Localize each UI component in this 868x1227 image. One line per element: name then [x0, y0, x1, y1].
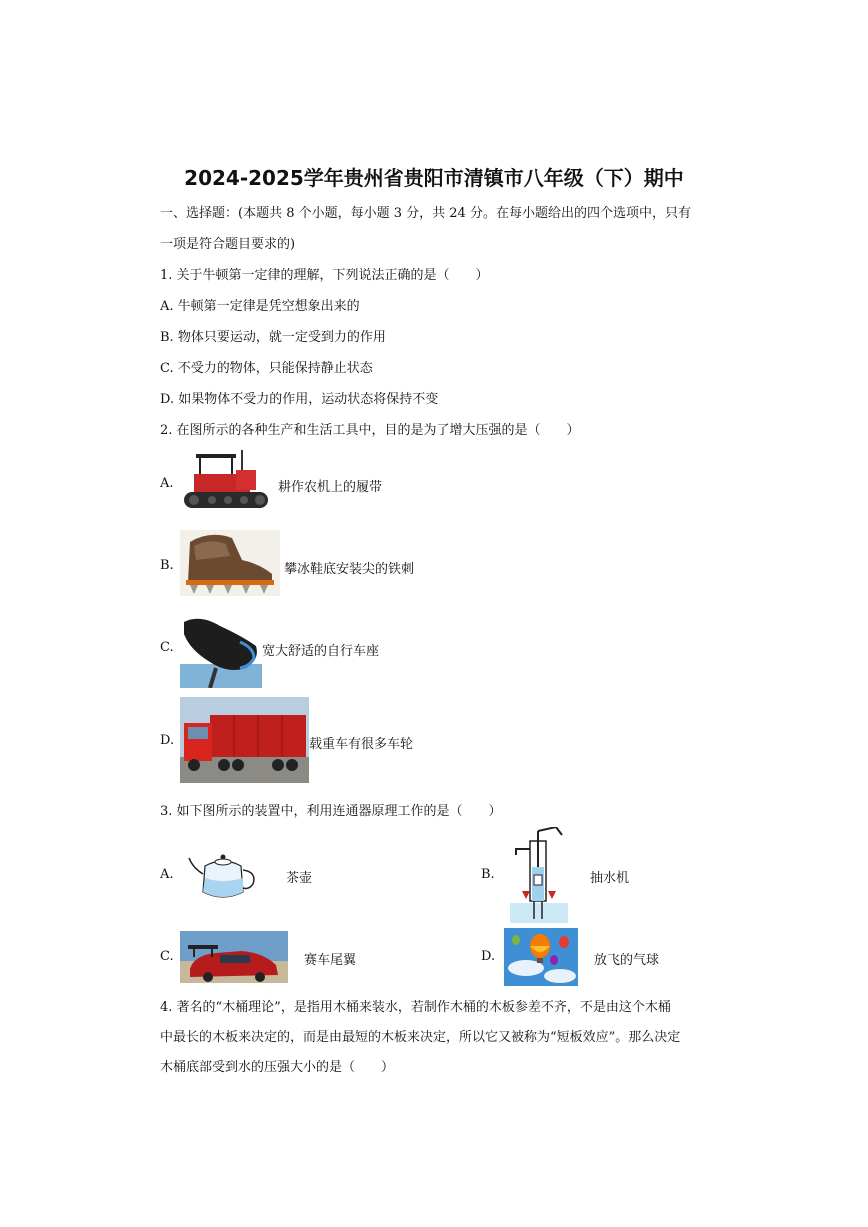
q3-stem: 3. 如下图所示的装置中，利用连通器原理工作的是（ ） [160, 804, 502, 819]
water-pump-image [510, 827, 568, 923]
q3-option-c-text: 赛车尾翼 [304, 953, 357, 968]
q3-option-b-text: 抽水机 [590, 871, 630, 886]
q2-option-c-letter: C. [160, 640, 174, 655]
section-instructions-line2: 一项是符合题目要求的) [160, 237, 296, 252]
hot-air-balloon-image [504, 928, 578, 986]
section-instructions-line1: 一、选择题：(本题共 8 个小题，每小题 3 分，共 24 分。在每小题给出的四个选项中，只有 [160, 206, 691, 221]
teapot-image [187, 848, 259, 904]
q1-option-b: B. 物体只要运动，就一定受到力的作用 [160, 330, 386, 345]
heavy-truck-image [180, 697, 309, 783]
race-car-image [180, 931, 288, 983]
q2-option-b-text: 攀冰鞋底安装尖的铁刺 [284, 562, 415, 577]
q1-stem: 1. 关于牛顿第一定律的理解，下列说法正确的是（ ） [160, 268, 489, 283]
q2-option-d-text: 载重车有很多车轮 [309, 737, 414, 752]
q3-option-d-text: 放飞的气球 [594, 953, 660, 968]
q4-stem-line2: 中最长的木板来决定的，而是由最短的木板来决定，所以它又被称为“短板效应”。那么决定 [160, 1030, 681, 1045]
tractor-image [180, 448, 272, 514]
q4-stem-line1: 4. 著名的“木桶理论”，是指用木桶来装水，若制作木桶的木板参差不齐，不是由这个木桶 [160, 1000, 671, 1015]
q2-stem: 2. 在图所示的各种生产和生活工具中，目的是为了增大压强的是（ ） [160, 423, 580, 438]
page-title: 2024-2025学年贵州省贵阳市清镇市八年级（下）期中 [184, 166, 684, 190]
q3-option-d-letter: D. [481, 949, 496, 964]
q4-stem-line3: 木桶底部受到水的压强大小的是（ ） [160, 1060, 395, 1075]
q1-option-d: D. 如果物体不受力的作用，运动状态将保持不变 [160, 392, 439, 407]
q3-option-c-letter: C. [160, 949, 174, 964]
q2-option-c-text: 宽大舒适的自行车座 [262, 644, 380, 659]
q2-option-b-letter: B. [160, 558, 174, 573]
q3-option-b-letter: B. [481, 867, 495, 882]
crampon-boot-image [180, 530, 280, 596]
q1-option-c: C. 不受力的物体，只能保持静止状态 [160, 361, 373, 376]
q3-option-a-letter: A. [160, 867, 174, 882]
q2-option-a-letter: A. [160, 476, 174, 491]
q1-option-a: A. 牛顿第一定律是凭空想象出来的 [160, 299, 360, 314]
q2-option-a-text: 耕作农机上的履带 [278, 480, 383, 495]
q3-option-a-text: 茶壶 [286, 871, 313, 886]
q2-option-d-letter: D. [160, 733, 175, 748]
bicycle-seat-image [180, 612, 262, 688]
